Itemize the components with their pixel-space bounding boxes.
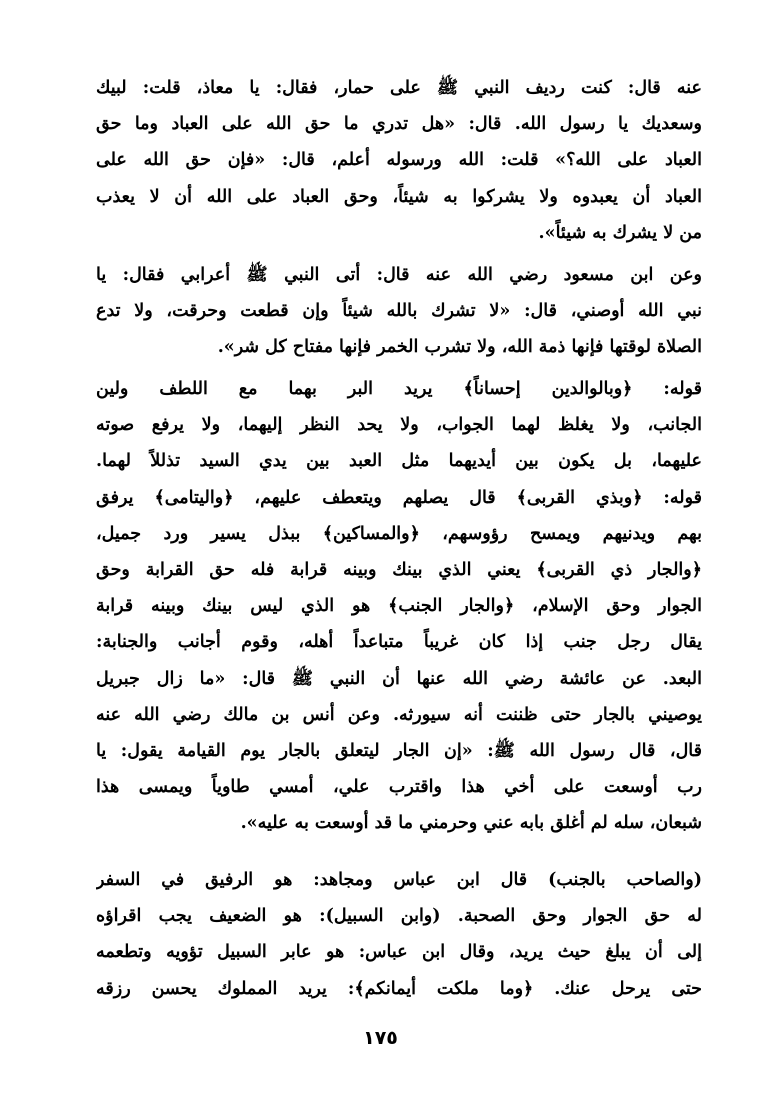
text-line: البعد. عن عائشة رضي الله عنها أن النبي ﷺ قال: «ما زال جبريل (96, 668, 702, 689)
text-line: قال، قال رسول الله ﷺ: «إن الجار ليتعلق بالجار يوم القيامة يقول: يا (96, 740, 702, 761)
text-line: (والصاحب بالجنب) قال ابن عباس ومجاهد: هو الرفيق في السفر (96, 870, 702, 890)
text-line: يقال رجل جنب إذا كان غريباً متباعداً أهله، وقوم أجانب والجنابة: (96, 632, 702, 653)
text-line: الصلاة لوقتها فإنها ذمة الله، ولا تشرب الخمر فإنها مفتاح كل شر». (217, 337, 702, 358)
text-line: بهم ويدنيهم ويمسح رؤوسهم، ﴿والمساكين﴾ ببذل يسير ورد جميل، (96, 523, 702, 544)
text-line: رب أوسعت على أخي هذا واقترب علي، أمسي طاوياً ويمسى هذا (96, 777, 702, 798)
text-line: يوصيني بالجار حتى ظننت أنه سيورثه. وعن أنس بن مالك رضي الله عنه (96, 704, 702, 725)
paragraph-tafsir-parents-neighbors (96, 371, 702, 841)
text-line: العباد على الله؟» قلت: الله ورسوله أعلم، قال: «فإن حق الله على (96, 150, 702, 171)
text-line: وعن ابن مسعود رضي الله عنه قال: أتى النبي ﷺ أعرابي فقال: يا (96, 265, 702, 285)
text-line: نبي الله أوصني، قال: «لا تشرك بالله شيئاً وإن قطعت وحرقت، ولا تدع (96, 301, 702, 322)
text-line: الجوار وحق الإسلام، ﴿والجار الجنب﴾ هو الذي ليس بينك وبينه قرابة (96, 596, 702, 617)
page-number: ١٧٥ (363, 1027, 398, 1049)
paragraph-hadith-muadh (96, 70, 702, 251)
text-line: من لا يشرك به شيئاً». (538, 222, 702, 243)
text-line: وسعديك يا رسول الله. قال: «هل تدري ما حق الله على العباد وما حق (96, 114, 702, 135)
text-line: عليهما، بل يكون بين أيديهما مثل العبد بين يدي السيد تذللاً لهما. (96, 451, 702, 472)
text-line: له حق الجوار وحق الصحبة. (وابن السبيل): هو الضعيف يجب اقراؤه (96, 906, 702, 927)
text-line: قوله: ﴿وبالوالدين إحساناً﴾ يريد البر بهما مع اللطف ولين (96, 379, 702, 399)
text-line: الجانب، ولا يغلظ لهما الجواب، ولا يحد النظر إليهما، ولا يرفع صوته (96, 415, 702, 436)
text-line: حتى يرحل عنك. ﴿وما ملكت أيمانكم﴾: يريد المملوك يحسن رزقه (96, 978, 702, 999)
text-line: قوله: ﴿وبذي القربى﴾ قال يصلهم ويتعطف عليهم، ﴿واليتامى﴾ يرفق (96, 487, 702, 508)
text-line: شبعان، سله لم أغلق بابه عني وحرمني ما قد أوسعت به عليه». (240, 813, 702, 834)
text-line: عنه قال: كنت رديف النبي ﷺ على حمار، فقال: يا معاذ، قلت: لبيك (96, 78, 702, 98)
paragraph-companion-traveler (96, 862, 702, 1007)
paragraph-hadith-ibn-masud (96, 257, 702, 366)
text-line: ﴿والجار ذي القربى﴾ يعني الذي بينك وبينه قرابة فله حق القرابة وحق (96, 559, 702, 580)
text-line: العباد أن يعبدوه ولا يشركوا به شيئاً، وحق العباد على الله أن لا يعذب (96, 186, 702, 207)
text-line: إلى أن يبلغ حيث يريد، وقال ابن عباس: هو عابر السبيل تؤويه وتطعمه (96, 942, 702, 963)
